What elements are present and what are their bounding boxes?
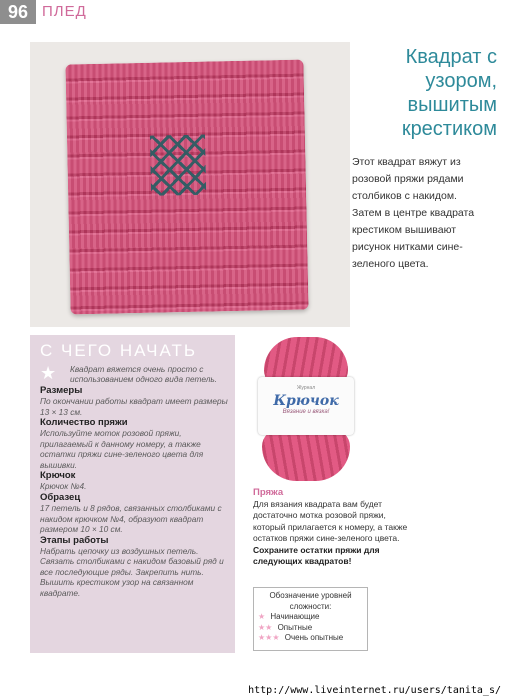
section-heading: Этапы работы: [40, 534, 109, 546]
section-text: Набрать цепочку из воздушных петель. Связать столбиками с накидом базовый ряд и все последующие ряды. Закрепить нить. Вышить крестиком узор на связанном квадрате.: [40, 545, 224, 598]
legend-label: Опытные: [277, 622, 313, 632]
getting-started-title: С ЧЕГО НАЧАТЬ: [40, 341, 198, 360]
page-number: 96: [0, 0, 36, 24]
star-icon: ★: [40, 363, 57, 383]
yarn-description: Для вязания квадрата вам будет достаточно мотка розовой пряжи, который прилагается к номеру, а также остатков пряжи сине-зеленого цвета.: [253, 498, 408, 543]
yarn-heading: Пряжа: [253, 487, 284, 498]
section-heading: Образец: [40, 491, 81, 503]
section-heading: Количество пряжи: [40, 417, 128, 429]
section-heading: Крючок: [40, 470, 76, 482]
yarn-ball-bottom: [262, 429, 350, 481]
getting-started-box: [30, 335, 235, 653]
footer-url[interactable]: http://www.liveinternet.ru/users/tanita_s/: [248, 685, 501, 696]
difficulty-legend: [253, 587, 368, 651]
yarn-label-small: Журнал: [296, 385, 316, 391]
yarn-info: [253, 487, 413, 568]
section-text: 17 петель и 8 рядов, связанных столбиками с накидом крючком №4, образуют квадрат размером 10 × 10 см.: [40, 503, 222, 535]
legend-label: Очень опытные: [284, 633, 344, 642]
legend-caption: Обозначение уровней сложности:: [269, 591, 352, 611]
star-icon: ★: [258, 612, 266, 621]
star-icon: ★★★: [258, 633, 280, 642]
legend-row: [254, 633, 367, 644]
yarn-ball-photo: [258, 337, 354, 483]
legend-label: Начинающие: [270, 612, 320, 621]
cross-stitch-motif: [150, 135, 206, 196]
page-title: Квадрат с узором, вышитым крестиком: [401, 46, 497, 140]
yarn-label: [258, 377, 354, 435]
getting-started-body: [40, 364, 230, 599]
star-icon: ★★: [258, 622, 273, 632]
lead-text: Квадрат вяжется очень просто с использованием одного вида петель.: [70, 364, 218, 385]
section-text: Крючок №4.: [40, 481, 87, 492]
section-title: ПЛЕД: [42, 3, 87, 20]
intro-text: Этот квадрат вяжут из розовой пряжи рядами столбиков с накидом. Затем в центре квадрата крестиком вышивают рисунок нитками сине-зеленого цвета.: [352, 156, 475, 270]
crochet-square: [65, 60, 308, 315]
yarn-tagline: Вязание и вязка!: [282, 409, 330, 415]
swatch-photo: [30, 42, 350, 327]
yarn-brand: Крючок: [273, 393, 339, 409]
section-heading: Размеры: [40, 384, 83, 396]
section-text: По окончании работы квадрат имеет размеры 13 × 13 см.: [40, 396, 228, 417]
legend-row: [254, 623, 367, 634]
section-text: Используйте моток розовой пряжи, прилагаемый к данному номеру, а также остатки пряжи сине-зеленого цвета для вышивки.: [40, 428, 204, 470]
legend-row: [254, 612, 367, 623]
yarn-note: Сохраните остатки пряжи для следующих квадратов!: [253, 544, 380, 566]
